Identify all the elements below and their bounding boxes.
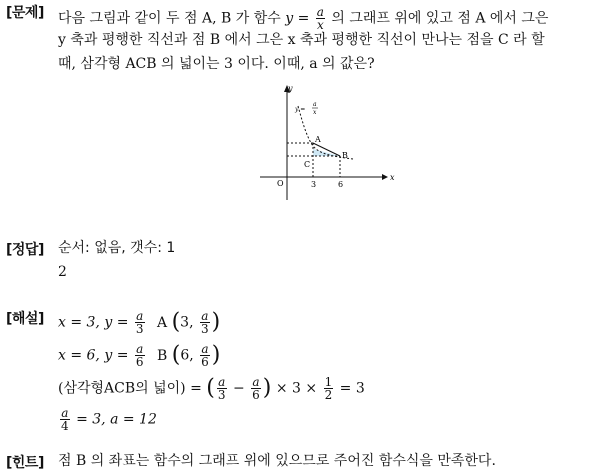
- sol-l3-minus: −: [232, 380, 245, 397]
- problem-line-3: 때, 삼각형 ACB 의 넓이는 3 이다. 이때, a 의 값은?: [58, 56, 375, 72]
- solution-line-2: [58, 343, 220, 368]
- problem-label: [문제]: [6, 5, 44, 21]
- curve-label-den: x: [313, 109, 317, 116]
- sol-l2-num: a: [136, 342, 144, 356]
- sol-l1-close: ): [211, 309, 221, 335]
- point-b-label: B: [342, 151, 348, 160]
- solution-line-4: [58, 407, 157, 432]
- hint-text: 점 B 의 좌표는 함수의 그래프 위에 있으므로 주어진 함수식을 만족한다.: [58, 453, 496, 469]
- sol-l1-open: (: [171, 309, 181, 335]
- sol-l3-close: ): [262, 375, 272, 401]
- curve-label-y: y =: [295, 106, 306, 113]
- tick-3-label: 3: [311, 180, 317, 189]
- sol-l1-den2: 3: [200, 322, 209, 336]
- sol-l2-den: 6: [135, 355, 144, 369]
- problem-text-1a: 다음 그림과 같이 두 점 A, B 가 함수: [58, 10, 281, 27]
- sol-l2-point: B: [156, 347, 168, 364]
- curve-label-num: a: [313, 101, 317, 108]
- func-den: x: [316, 18, 324, 32]
- sol-l3-frac2: [251, 376, 261, 401]
- sol-l2-coord: 6,: [180, 347, 194, 364]
- sol-l1-den: 3: [135, 322, 144, 336]
- point-c-label: C: [304, 160, 311, 169]
- sol-l4-frac: [60, 407, 70, 432]
- answer-meta: 순서: 없음, 갯수: 1: [58, 240, 176, 256]
- x-axis-label: x: [390, 173, 395, 182]
- sol-l3-text: (삼각형ACB의 넓이): [58, 380, 186, 397]
- y-axis-label: y: [288, 84, 293, 93]
- solution-label: [해설]: [6, 311, 44, 327]
- sol-l3-num2: a: [252, 375, 260, 389]
- hint-label: [힌트]: [6, 455, 44, 471]
- sol-l1-point: A: [156, 314, 168, 331]
- sol-l1-a: x = 3, y =: [58, 314, 129, 331]
- sol-l3-result: = 3: [339, 380, 365, 397]
- answer-label: [정답]: [6, 242, 44, 258]
- func-y: y: [285, 10, 294, 27]
- sol-l2-frac: [135, 343, 145, 368]
- solution-line-1: [58, 310, 220, 335]
- sol-l3-open: (: [206, 375, 215, 401]
- sol-l3-num1: a: [218, 375, 226, 389]
- func-num: a: [316, 5, 324, 19]
- problem-text-1b: 의 그래프 위에 있고 점 A 에서 그은: [331, 10, 549, 27]
- sol-l2-num2: a: [201, 342, 209, 356]
- sol-l3-den1: 3: [217, 388, 226, 402]
- sol-l3-half-den: 2: [324, 388, 333, 402]
- func-eq: =: [293, 10, 314, 27]
- sol-l2-close: ): [211, 342, 221, 368]
- sol-l4-den: 4: [61, 419, 69, 433]
- sol-l1-num2: a: [201, 309, 209, 323]
- graph-figure: [258, 80, 398, 205]
- sol-l3-den2: 6: [252, 388, 260, 402]
- answer-value: 2: [58, 264, 67, 280]
- point-a-label: A: [315, 135, 321, 144]
- sol-l1-frac: [135, 310, 145, 335]
- sol-l2-frac2: [200, 343, 210, 368]
- solution-line-3: [58, 376, 365, 401]
- sol-l3-half: [324, 376, 334, 401]
- sol-l3-eq: =: [190, 380, 202, 397]
- x-axis-arrow: [382, 174, 388, 180]
- sol-l3-times: × 3 ×: [275, 380, 318, 397]
- sol-l4-num: a: [61, 406, 69, 420]
- problem-line-2: y 축과 평행한 직선과 점 B 에서 그은 x 축과 평행한 직선이 만나는 점을 C 라 할: [58, 32, 545, 48]
- sol-l1-num: a: [136, 309, 144, 323]
- sol-l2-open: (: [171, 342, 181, 368]
- sol-l2-den2: 6: [201, 355, 209, 369]
- problem-line-1: [58, 6, 548, 31]
- func-fraction: [316, 6, 325, 31]
- sol-l1-coord: 3,: [180, 314, 194, 331]
- tick-6-label: 6: [338, 180, 344, 189]
- sol-l1-frac2: [200, 310, 210, 335]
- origin-label: O: [277, 179, 284, 188]
- sol-l4-rest: = 3, a = 12: [76, 411, 157, 428]
- sol-l2-a: x = 6, y =: [58, 347, 129, 364]
- sol-l3-frac1: [217, 376, 227, 401]
- sol-l3-half-num: 1: [324, 375, 333, 389]
